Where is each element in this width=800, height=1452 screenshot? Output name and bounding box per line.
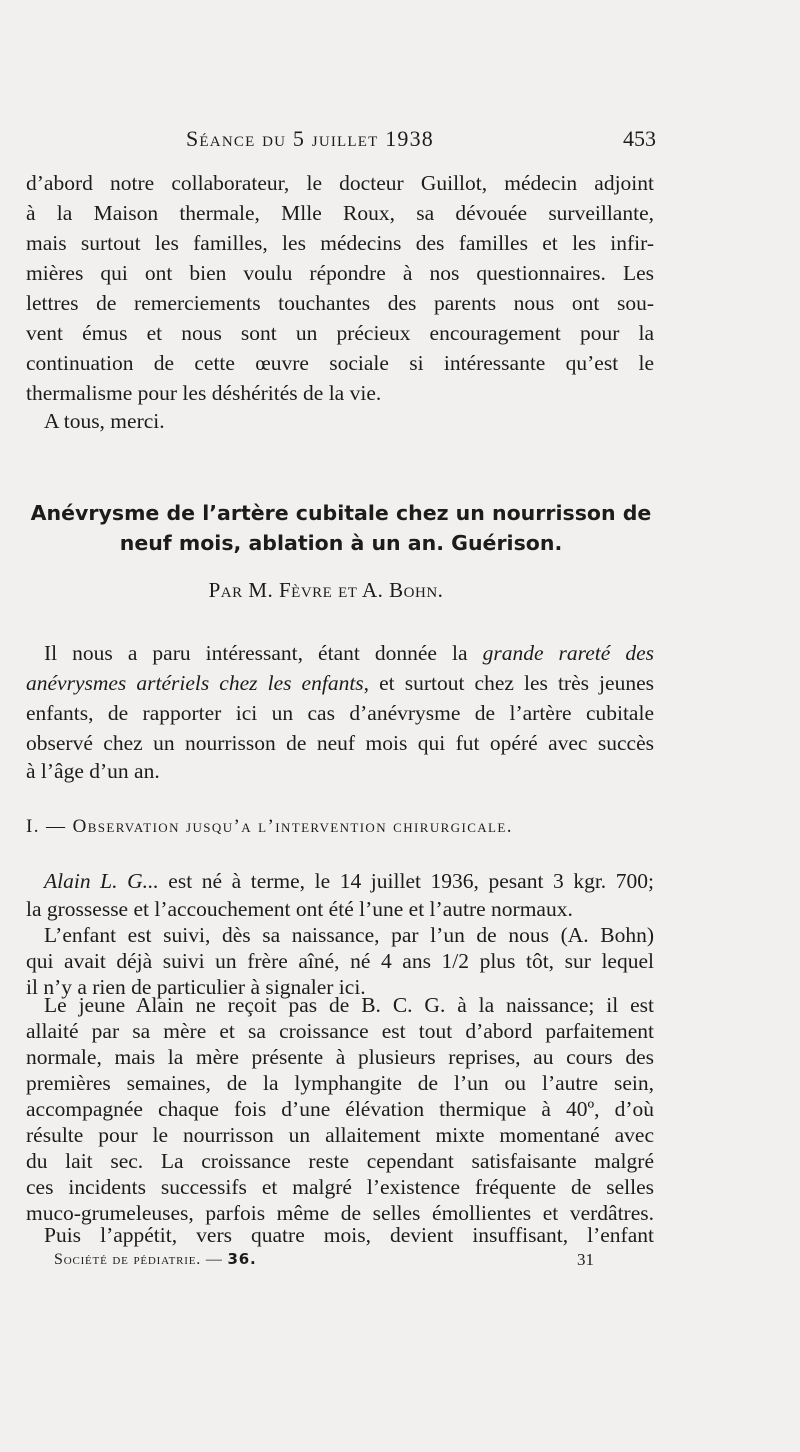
body-text: Il nous a paru intéressant, étant donnée la [44,641,483,665]
intro-line: A tous, merci. [44,409,165,433]
body-line: il n’y a rien de particulier à signaler ici. [26,975,366,999]
body-line: résulte pour le nourrisson un allaitement mixte momentané avec [26,1123,654,1147]
intro-line: vent émus et nous sont un précieux encouragement pour la [26,321,654,345]
body-text-italic: grande rareté des [482,641,654,665]
body-line [44,638,654,668]
body-line: muco-grumeleuses, parfois même de selles émollientes et verdâtres. [26,1201,654,1225]
signature-mark: 31 [577,1250,594,1269]
body-text: est né à terme, le 14 juillet 1936, pesant 3 kgr. 700; [158,869,654,893]
intro-line: mais surtout les familles, les médecins des familles et les infir- [26,231,654,255]
body-line [44,866,654,896]
intro-line: d’abord notre collaborateur, le docteur Guillot, médecin adjoint [26,171,654,195]
running-header [186,126,656,156]
body-line: Le jeune Alain ne reçoit pas de B. C. G. à la naissance; il est [44,993,654,1017]
body-line: normale, mais la mère présente à plusieurs reprises, au cours des [26,1045,654,1069]
section-heading: I. — Observation jusqu’a l’intervention chirurgicale. [26,816,513,837]
journal-volume: 36. [227,1250,257,1268]
body-line: Puis l’appétit, vers quatre mois, devient insuffisant, l’enfant [44,1223,654,1247]
page-number: 453 [623,126,656,151]
intro-line: lettres de remerciements touchantes des parents nous ont sou- [26,291,654,315]
body-line: enfants, de rapporter ici un cas d’anévrysme de l’artère cubitale [26,701,654,725]
intro-line: mières qui ont bien voulu répondre à nos questionnaires. Les [26,261,654,285]
intro-line: continuation de cette œuvre sociale si intéressante qu’est le [26,351,654,375]
body-line: accompagnée chaque fois d’une élévation thermique à 40º, d’où [26,1097,654,1121]
article-title-line-1: Anévrysme de l’artère cubitale chez un nourrisson de [30,501,652,525]
body-text: , et surtout chez les très jeunes [363,671,654,695]
body-line: à l’âge d’un an. [26,759,160,783]
body-line: allaité par sa mère et sa croissance est tout d’abord parfaitement [26,1019,654,1043]
footer-journal [54,1250,256,1269]
intro-line: thermalisme pour les déshérités de la vie. [26,381,382,405]
body-line: la grossesse et l’accouchement ont été l’une et l’autre normaux. [26,897,573,921]
intro-line: à la Maison thermale, Mlle Roux, sa dévouée surveillante, [26,201,654,225]
patient-name: Alain L. G... [44,869,159,893]
body-line: L’enfant est suivi, dès sa naissance, par l’un de nous (A. Bohn) [44,923,654,947]
running-title: Séance du 5 juillet 1938 [186,126,435,151]
page-footer [54,1250,594,1276]
body-line: observé chez un nourrisson de neuf mois qui fut opéré avec succès [26,731,654,755]
body-line: qui avait déjà suivi un frère aîné, né 4 ans 1/2 plus tôt, sur lequel [26,949,654,973]
body-line [26,668,654,698]
article-authors: Par M. Fèvre et A. Bohn. [208,578,444,602]
body-text-italic: anévrysmes artériels chez les enfants [26,671,364,695]
article-title-line-2: neuf mois, ablation à un an. Guérison. [119,531,563,555]
body-line: du lait sec. La croissance reste cependant satisfaisante malgré [26,1149,654,1173]
body-line: ces incidents successifs et malgré l’existence fréquente de selles [26,1175,654,1199]
body-line: premières semaines, de la lymphangite de l’un ou l’autre sein, [26,1071,654,1095]
journal-name: Société de pédiatrie. — [54,1251,228,1268]
